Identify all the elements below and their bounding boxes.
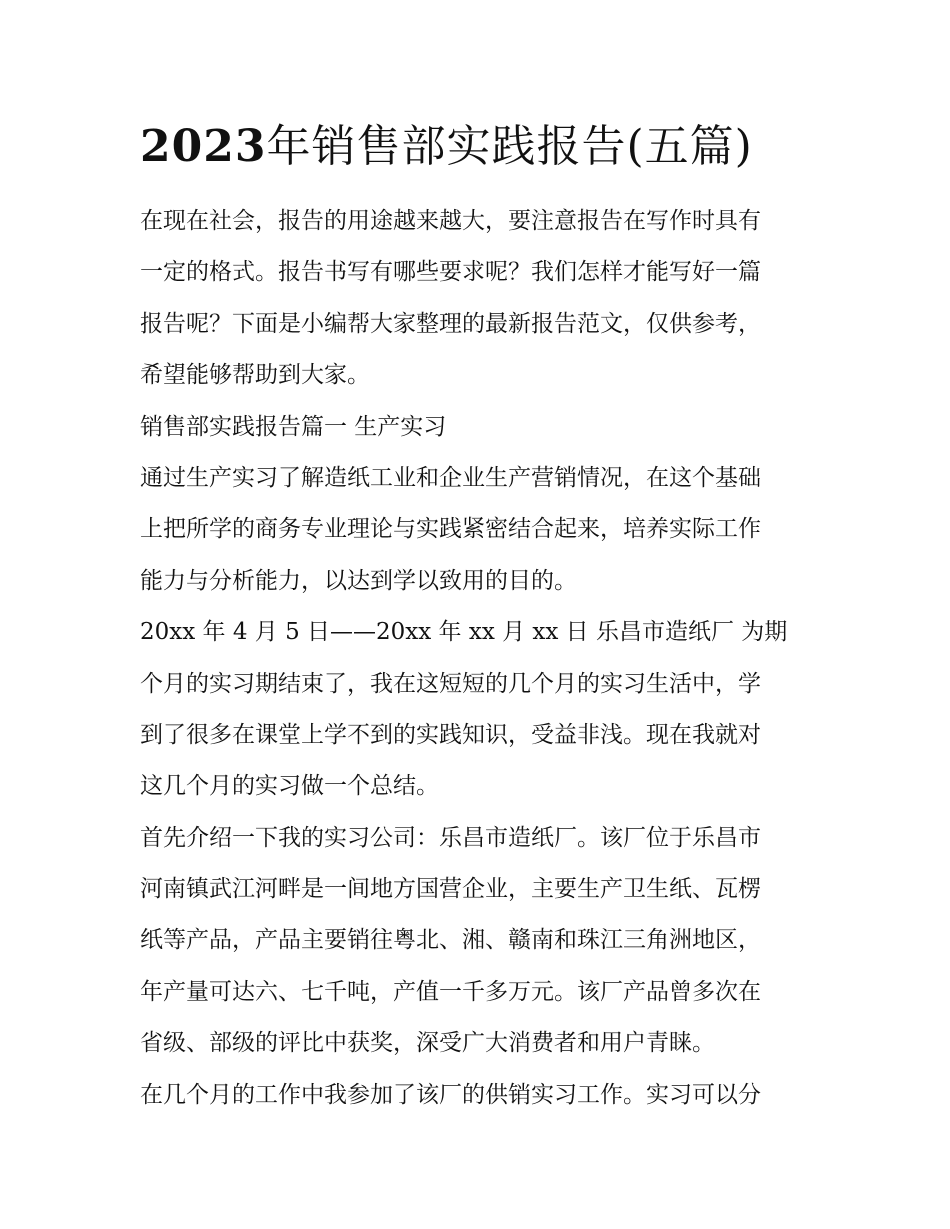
text-line: 个月的实习期结束了，我在这短短的几个月的实习生活中，学 — [140, 670, 761, 697]
text-line: 首先介绍一下我的实习公司：乐昌市造纸厂。该厂位于乐昌市 — [140, 824, 761, 851]
document-body — [140, 196, 812, 1121]
text-line: 希望能够帮助到大家。 — [140, 362, 370, 389]
text-line: 省级、部级的评比中获奖，深受广大消费者和用户青睐。 — [140, 1030, 715, 1057]
text-line: 到了很多在课堂上学不到的实践知识，受益非浅。现在我就对 — [140, 721, 761, 748]
text-line: 一定的格式。报告书写有哪些要求呢？我们怎样才能写好一篇 — [140, 259, 761, 286]
text-line: 这几个月的实习做一个总结。 — [140, 773, 439, 800]
date-line: 20xx 年 4 月 5 日——20xx 年 xx 月 xx 日 乐昌市造纸厂 为期 — [140, 619, 788, 646]
text-line: 能力与分析能力，以达到学以致用的目的。 — [140, 567, 577, 594]
text-line: 在几个月的工作中我参加了该厂的供销实习工作。实习可以分 — [140, 1081, 761, 1108]
text-line: 通过生产实习了解造纸工业和企业生产营销情况，在这个基础 — [140, 464, 761, 491]
text-line: 河南镇武江河畔是一间地方国营企业，主要生产卫生纸、瓦楞 — [140, 876, 761, 903]
text-line: 报告呢？下面是小编帮大家整理的最新报告范文，仅供参考， — [140, 310, 761, 337]
section-heading: 销售部实践报告篇一 生产实习 — [140, 413, 447, 440]
title-year: 2023 — [140, 121, 267, 172]
text-line: 在现在社会，报告的用途越来越大，要注意报告在写作时具有 — [140, 208, 761, 234]
text-line: 纸等产品，产品主要销往粤北、湘、赣南和珠江三角洲地区， — [140, 927, 761, 954]
title-text: 年销售部实践报告(五篇) — [266, 121, 753, 172]
text-line: 年产量可达六、七千吨，产值一千多万元。该厂产品曾多次在 — [140, 978, 761, 1005]
text-line: 上把所学的商务专业理论与实践紧密结合起来，培养实际工作 — [140, 516, 761, 543]
document-title — [140, 117, 830, 177]
